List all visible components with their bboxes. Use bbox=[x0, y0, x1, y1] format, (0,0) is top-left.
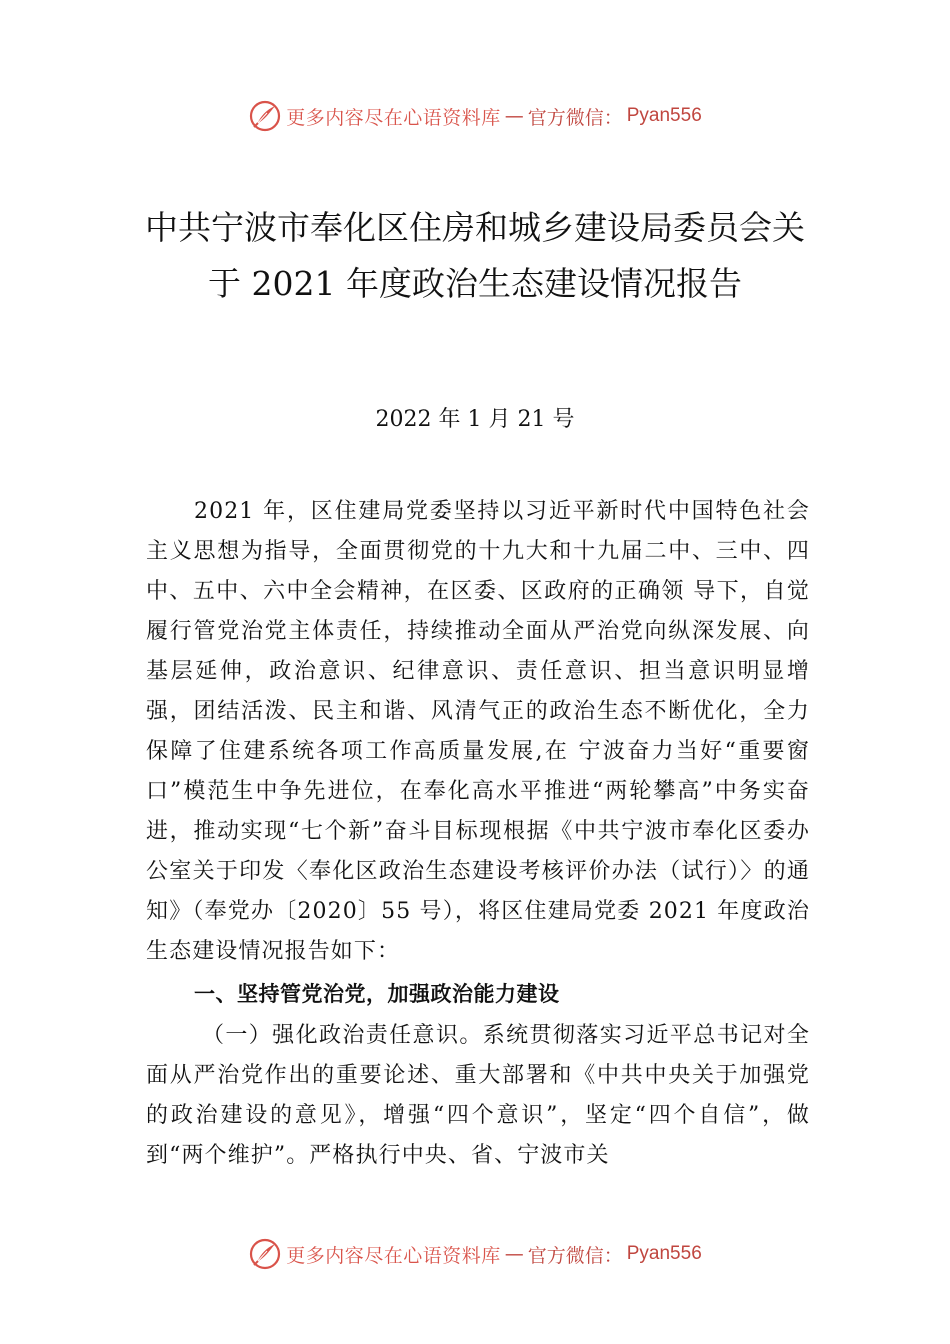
watermark-contact-label: 官方微信： bbox=[527, 1244, 623, 1267]
document-date: 2022 年 1 月 21 号 bbox=[375, 407, 575, 432]
watermark-banner-top bbox=[0, 96, 950, 136]
watermark-contact-id: Pyan556 bbox=[626, 105, 702, 126]
feather-logo-icon bbox=[248, 1237, 282, 1271]
watermark-banner-bottom bbox=[0, 1234, 950, 1274]
section-heading: 一、坚持管党治党，加强政治能力建设 bbox=[194, 982, 560, 1006]
watermark-separator: — bbox=[504, 1243, 524, 1265]
watermark-contact-label: 官方微信： bbox=[527, 106, 623, 129]
watermark-text: 更多内容尽在心语资料库 bbox=[286, 1244, 501, 1267]
watermark-text: 更多内容尽在心语资料库 bbox=[286, 106, 501, 129]
section-paragraph: （一）强化政治责任意识。系统贯彻落实习近平总书记对全面从严治党作出的重要论述、重大部署和《中共中央关于加强党的政治建设的意见》，增强“四个意识”，坚定“四个自信”，做到“两个维护”。严格执行中央、省、宁波市关 bbox=[146, 1023, 810, 1168]
watermark-separator: — bbox=[504, 105, 524, 127]
intro-paragraph: 2021 年，区住建局党委坚持以习近平新时代中国特色社会主义思想为指导，全面贯彻党的十九大和十九届二中、三中、四中、五中、六中全会精神，在区委、区政府的正确领 导下，自觉履行管党治党主体责任，持续推动全面从严治党向纵深发展、向基层延伸，政治意识、纪律意识、责任意识、担当意识明显增强，团结活泼、民主和谐、风清气正的政治生态不断优化，全力保障了住建系统各项工作高质量发展,在 宁波奋力当好“重要窗口”模范生中争先进位，在奉化高水平推进“两轮攀高”中务实奋进，推动实现“七个新”奋斗目标现根据《中共宁波市奉化区委办公室关于印发〈奉化区政治生态建设考核评价办法（试行）〉的通知》（奉党办〔2020〕55 号），将区住建局党委 2021 年度政治生态建设情况报告如下： bbox=[146, 499, 810, 964]
document-title: 中共宁波市奉化区住房和城乡建设局委员会关于 2021 年度政治生态建设情况报告 bbox=[145, 208, 805, 303]
document-body bbox=[146, 492, 810, 1176]
feather-logo-icon bbox=[248, 99, 282, 133]
watermark-contact-id: Pyan556 bbox=[626, 1243, 702, 1264]
